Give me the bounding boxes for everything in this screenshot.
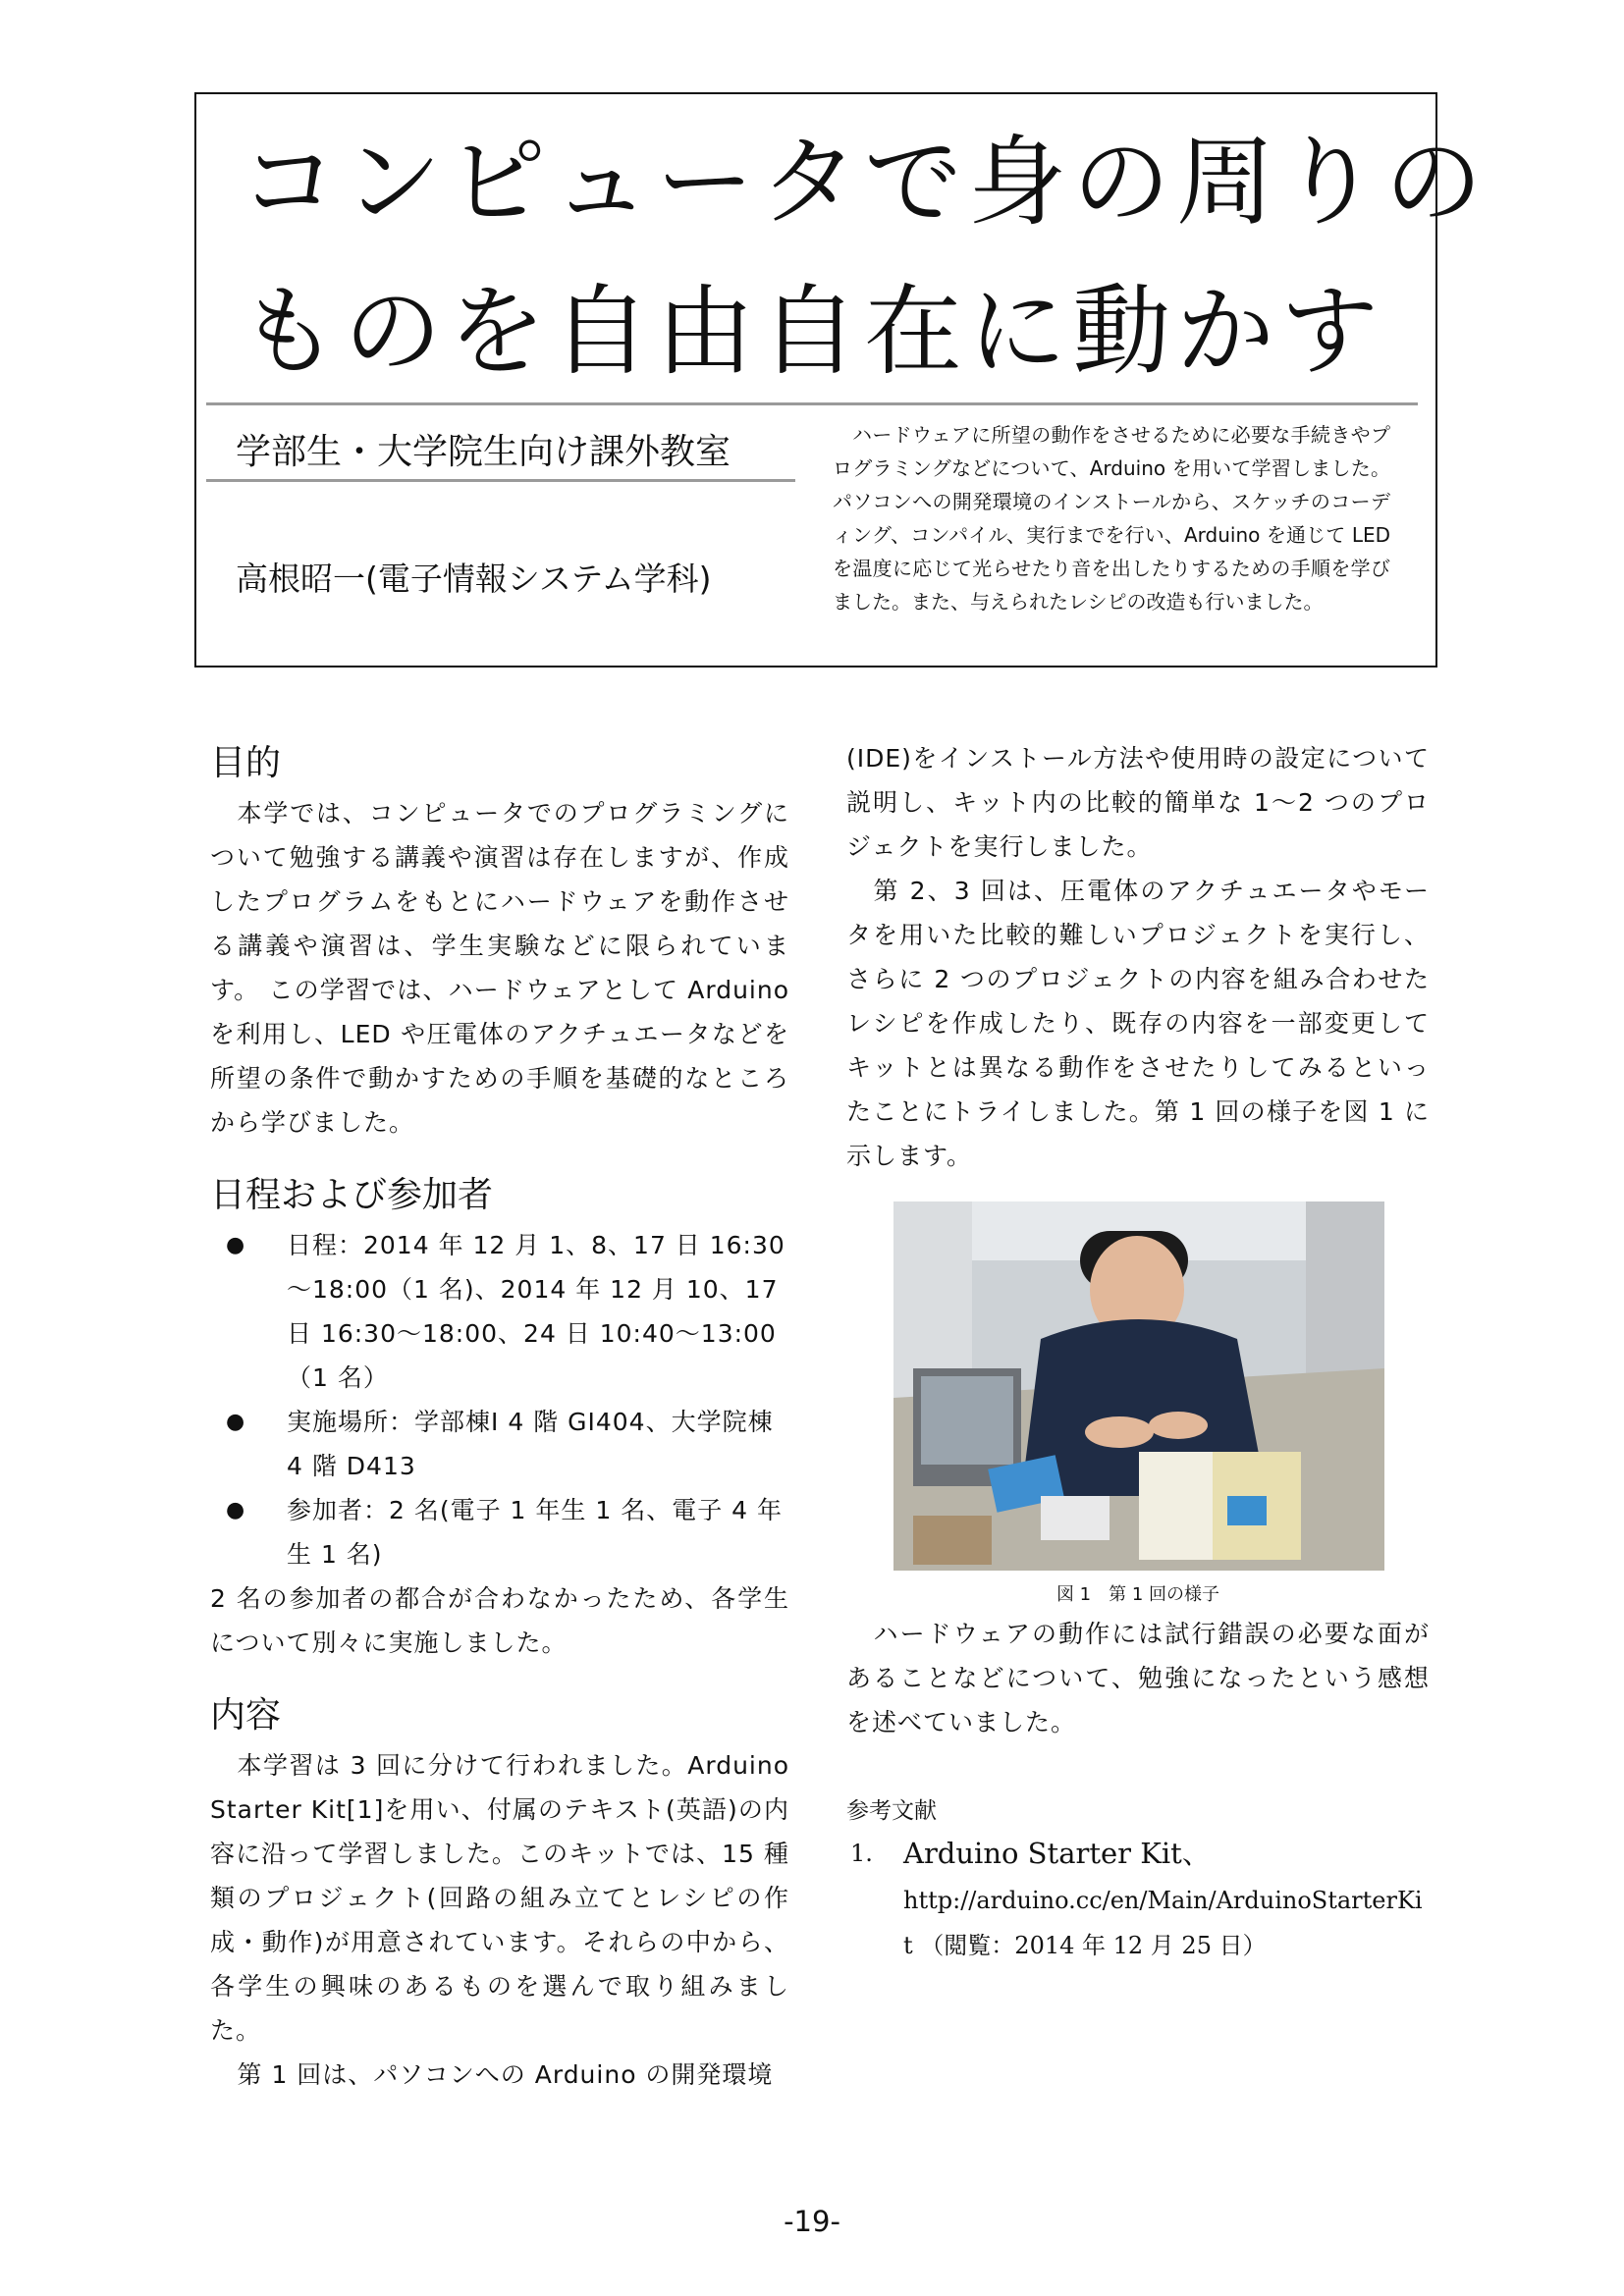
list-item (210, 1400, 789, 1488)
content-paragraph-2-continued: (IDE)をインストール方法や使用時の設定について説明し、キット内の比較的簡単な 1～2 つのプロジェクトを実行しました。 (846, 744, 1430, 861)
references-heading: 参考文献 (846, 1798, 937, 1824)
list-item (210, 1223, 789, 1400)
content-paragraph-4: ハードウェアの動作には試行錯誤の必要な面があることなどについて、勉強になったという感想を述べていました。 (846, 1620, 1430, 1736)
left-column (210, 736, 789, 2097)
schedule-participants: 参加者：2 名(電子 1 年生 1 名、電子 4 年生 1 名) (287, 1496, 784, 1569)
content-paragraph-3: 第 2、3 回は、圧電体のアクチュエータやモータを用いた比較的難しいプロジェクトを実行し、さらに 2 つのプロジェクトの内容を組み合わせたレシピを作成したり、既存の内容を一部変更してキットとは異なる動作をさせたりしてみるといったことにトライしました。第 1 回の様子を図 1 に示します。 (846, 877, 1430, 1170)
section-heading-schedule: 日程および参加者 (210, 1175, 494, 1215)
title-box (194, 92, 1489, 667)
subtitle: 学部生・大学院生向け課外教室 (236, 432, 731, 472)
subtitle-divider (206, 479, 795, 482)
reference-url[interactable]: http://arduino.cc/en/Main/ArduinoStarterKit (903, 1887, 1423, 1959)
title-line-1: コンピュータで身の周りの (240, 125, 1489, 240)
section-heading-content: 内容 (210, 1695, 282, 1735)
abstract: ハードウェアに所望の動作をさせるために必要な手続きやプログラミングなどについて、Arduino を用いて学習しました。パソコンへの開発環境のインストールから、スケッチのコーディング、コンパイル、実行までを行い、Arduino を通じて LED を温度に応じて光らせたり音を出したりするための手順を学びました。また、与えられたレシピの改造も行いました。 (833, 423, 1390, 614)
bullet-icon: ● (226, 1410, 246, 1434)
title-line-2: ものを自由自在に動かす (240, 274, 1384, 389)
reference-title: Arduino Starter Kit、 (903, 1837, 1211, 1870)
page-number: -19- (784, 2205, 840, 2238)
reference-accessed: （閲覧：2014 年 12 月 25 日） (920, 1932, 1267, 1959)
bullet-icon: ● (226, 1233, 246, 1257)
purpose-paragraph: 本学では、コンピュータでのプログラミングについて勉強する講義や演習は存在しますが、作成したプログラムをもとにハードウェアを動作させる講義や演習は、学生実験などに限られています。 この学習では、ハードウェアとして Arduino を利用し、LED や圧電体のアクチュエータなどを所望の条件で動かすための手順を基礎的なところから学びました。 (210, 799, 789, 1137)
content-paragraph-2: 第 1 回は、パソコンへの Arduino の開発環境 (237, 2060, 774, 2089)
reference-number: 1. (850, 1840, 873, 1867)
list-item (210, 1488, 789, 1576)
schedule-location: 実施場所：学部棟Ⅰ 4 階 GI404、大学院棟 4 階 D413 (287, 1408, 774, 1480)
figure-caption: 図 1 第 1 回の様子 (1056, 1584, 1220, 1605)
figure-1-photo (893, 1201, 1384, 1571)
schedule-dates: 日程：2014 年 12 月 1、8、17 日 16:30～18:00（1 名)、2014 年 12 月 10、17 日 16:30～18:00、24 日 10:40～13:00（1 名） (287, 1231, 785, 1392)
bullet-icon: ● (226, 1498, 246, 1522)
content-paragraph-1: 本学習は 3 回に分けて行われました。Arduino Starter Kit[1]を用い、付属のテキスト(英語)の内容に沿って学習しました。このキットでは、15 種類のプロジェクト(回路の組み立てとレシピの作成・動作)が用意されています。それらの中から、各学生の興味のあるものを選んで取り組みました。 (210, 1751, 789, 2045)
author: 高根昭一(電子情報システム学科) (236, 560, 712, 598)
title-divider (206, 402, 1418, 405)
schedule-note: 2 名の参加者の都合が合わなかったため、各学生について別々に実施しました。 (210, 1584, 789, 1657)
section-heading-purpose: 目的 (210, 743, 282, 783)
reference-item (846, 1831, 1430, 1968)
right-column (846, 736, 1430, 1968)
schedule-list (210, 1223, 789, 1576)
